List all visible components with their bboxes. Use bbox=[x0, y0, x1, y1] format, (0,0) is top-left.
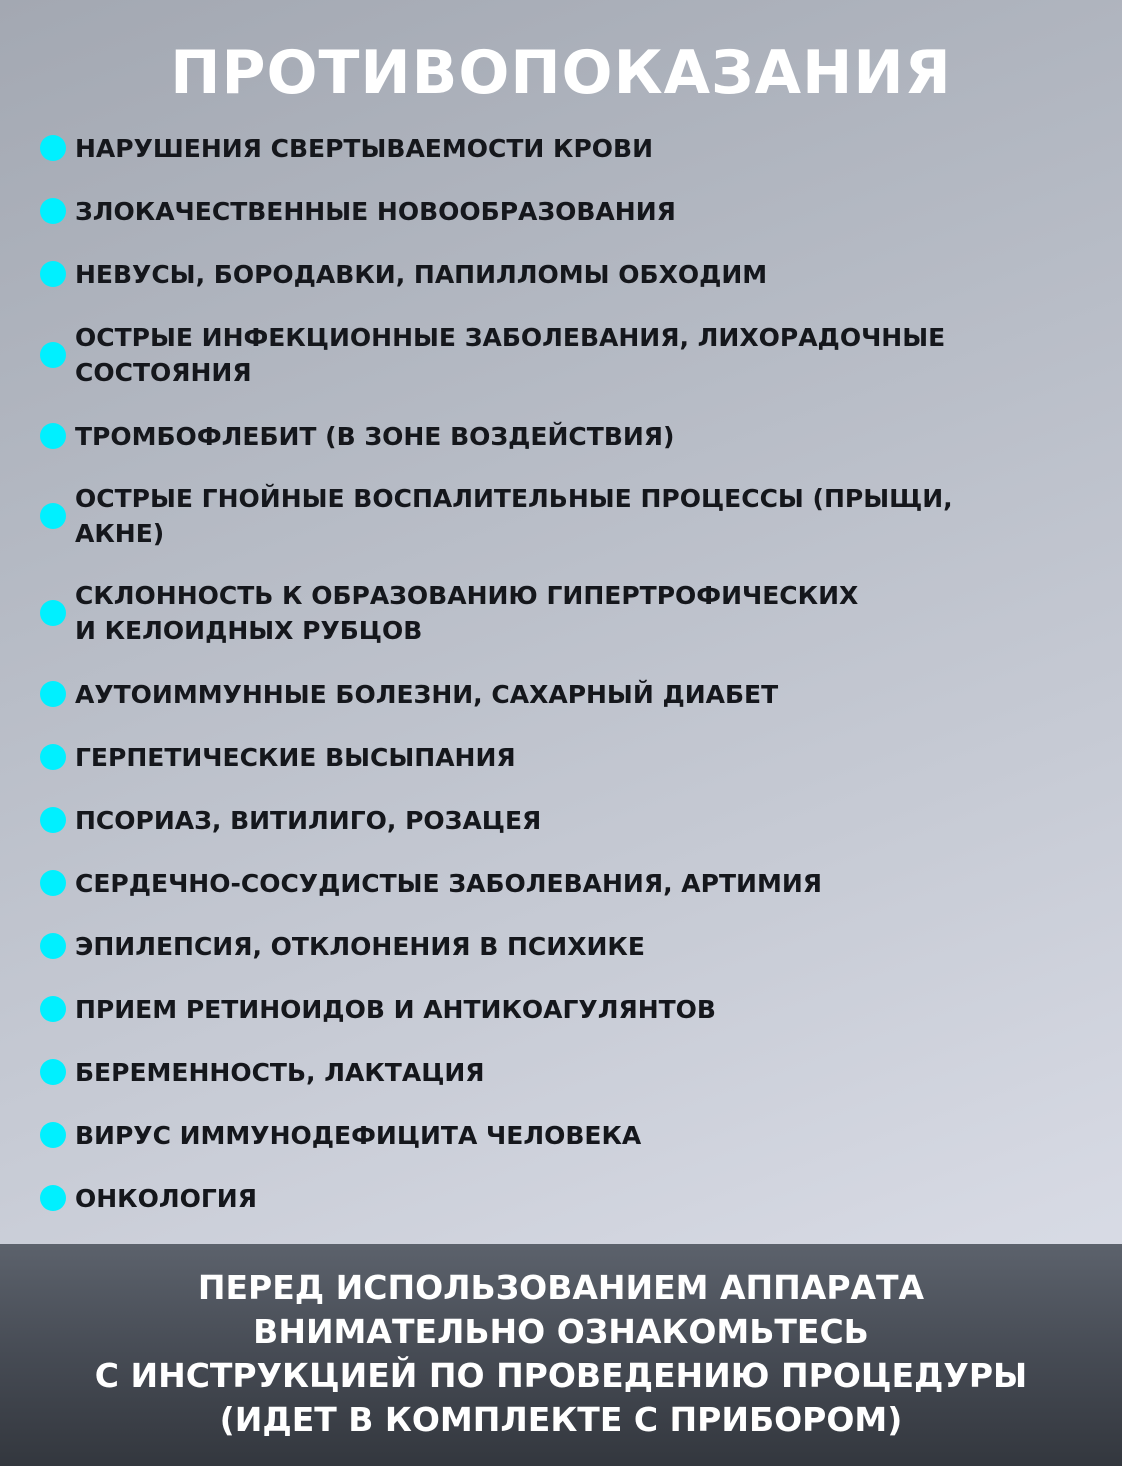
list-item-text bbox=[75, 866, 822, 901]
list-item-line: ПРИЕМ РЕТИНОИДОВ И АНТИКОАГУЛЯНТОВ bbox=[75, 994, 716, 1024]
list-item bbox=[40, 866, 1090, 901]
list-item-text bbox=[75, 677, 778, 712]
footer-banner bbox=[0, 1244, 1122, 1466]
list-item-text bbox=[75, 131, 653, 166]
list-item bbox=[40, 929, 1090, 964]
list-item-line: СЕРДЕЧНО-СОСУДИСТЫЕ ЗАБОЛЕВАНИЯ, АРТИМИЯ bbox=[75, 868, 822, 898]
footer-line: ПЕРЕД ИСПОЛЬЗОВАНИЕМ АППАРАТА bbox=[197, 1268, 925, 1307]
list-item-line: НЕВУСЫ, БОРОДАВКИ, ПАПИЛЛОМЫ ОБХОДИМ bbox=[75, 259, 768, 289]
list-item bbox=[40, 131, 1090, 166]
list-item bbox=[40, 677, 1090, 712]
list-item-text bbox=[75, 320, 945, 390]
list-item-line: ВИРУС ИММУНОДЕФИЦИТА ЧЕЛОВЕКА bbox=[75, 1120, 642, 1150]
list-item-text bbox=[75, 1118, 641, 1153]
bullet-dot-icon bbox=[40, 342, 66, 368]
list-item-line: СОСТОЯНИЯ bbox=[75, 358, 252, 387]
list-item bbox=[40, 992, 1090, 1027]
list-item-line: ЭПИЛЕПСИЯ, ОТКЛОНЕНИЯ В ПСИХИКЕ bbox=[75, 931, 645, 961]
list-item-text bbox=[75, 419, 674, 454]
list-item bbox=[40, 1118, 1090, 1153]
page-title: ПРОТИВОПОКАЗАНИЯ bbox=[170, 38, 952, 108]
bullet-dot-icon bbox=[40, 261, 66, 287]
footer-line: ВНИМАТЕЛЬНО ОЗНАКОМЬТЕСЬ bbox=[253, 1312, 869, 1351]
list-item-line: И КЕЛОИДНЫХ РУБЦОВ bbox=[75, 616, 423, 645]
bullet-dot-icon bbox=[40, 870, 66, 896]
list-item-text bbox=[75, 481, 953, 551]
bullet-dot-icon bbox=[40, 1059, 66, 1085]
list-item-line: ПСОРИАЗ, ВИТИЛИГО, РОЗАЦЕЯ bbox=[75, 805, 542, 835]
list-item-text bbox=[75, 740, 516, 775]
footer-line: С ИНСТРУКЦИЕЙ ПО ПРОВЕДЕНИЮ ПРОЦЕДУРЫ bbox=[94, 1356, 1028, 1395]
list-item-line: НАРУШЕНИЯ СВЕРТЫВАЕМОСТИ КРОВИ bbox=[75, 133, 654, 163]
bullet-dot-icon bbox=[40, 1122, 66, 1148]
list-item-line: БЕРЕМЕННОСТЬ, ЛАКТАЦИЯ bbox=[75, 1057, 485, 1087]
list-item bbox=[40, 740, 1090, 775]
list-item bbox=[40, 578, 1090, 648]
bullet-dot-icon bbox=[40, 996, 66, 1022]
bullet-dot-icon bbox=[40, 1185, 66, 1211]
list-item bbox=[40, 481, 1090, 551]
list-item-line: ЗЛОКАЧЕСТВЕННЫЕ НОВООБРАЗОВАНИЯ bbox=[75, 196, 676, 226]
footer-notice bbox=[0, 1266, 1122, 1442]
list-item-line: ОНКОЛОГИЯ bbox=[75, 1183, 257, 1213]
list-item-line: ТРОМБОФЛЕБИТ (В ЗОНЕ ВОЗДЕЙСТВИЯ) bbox=[75, 421, 675, 451]
bullet-dot-icon bbox=[40, 744, 66, 770]
list-item-line: АКНЕ) bbox=[75, 519, 165, 548]
list-item-text bbox=[75, 578, 858, 648]
list-item-text bbox=[75, 929, 645, 964]
footer-line: (ИДЕТ В КОМПЛЕКТЕ С ПРИБОРОМ) bbox=[219, 1400, 903, 1439]
list-item-line: ОСТРЫЕ ГНОЙНЫЕ ВОСПАЛИТЕЛЬНЫЕ ПРОЦЕССЫ (ПРЫЩИ, bbox=[75, 484, 953, 513]
bullet-dot-icon bbox=[40, 135, 66, 161]
list-item-line: ОСТРЫЕ ИНФЕКЦИОННЫЕ ЗАБОЛЕВАНИЯ, ЛИХОРАДОЧНЫЕ bbox=[75, 323, 946, 352]
list-item-text bbox=[75, 1055, 485, 1090]
list-item bbox=[40, 194, 1090, 229]
list-item bbox=[40, 1055, 1090, 1090]
list-item-text bbox=[75, 803, 541, 838]
list-item-text bbox=[75, 992, 716, 1027]
list-item-text bbox=[75, 257, 767, 292]
bullet-dot-icon bbox=[40, 933, 66, 959]
bullet-dot-icon bbox=[40, 600, 66, 626]
list-item-text bbox=[75, 1181, 257, 1216]
bullet-dot-icon bbox=[40, 423, 66, 449]
list-item-line: СКЛОННОСТЬ К ОБРАЗОВАНИЮ ГИПЕРТРОФИЧЕСКИХ bbox=[75, 581, 859, 610]
bullet-dot-icon bbox=[40, 807, 66, 833]
list-item bbox=[40, 419, 1090, 454]
list-item bbox=[40, 1181, 1090, 1216]
list-item bbox=[40, 257, 1090, 292]
list-item bbox=[40, 320, 1090, 390]
bullet-dot-icon bbox=[40, 681, 66, 707]
bullet-dot-icon bbox=[40, 503, 66, 529]
list-item-text bbox=[75, 194, 676, 229]
list-item-line: АУТОИММУННЫЕ БОЛЕЗНИ, САХАРНЫЙ ДИАБЕТ bbox=[75, 679, 779, 709]
list-item bbox=[40, 803, 1090, 838]
bullet-dot-icon bbox=[40, 198, 66, 224]
list-item-line: ГЕРПЕТИЧЕСКИЕ ВЫСЫПАНИЯ bbox=[75, 742, 516, 772]
